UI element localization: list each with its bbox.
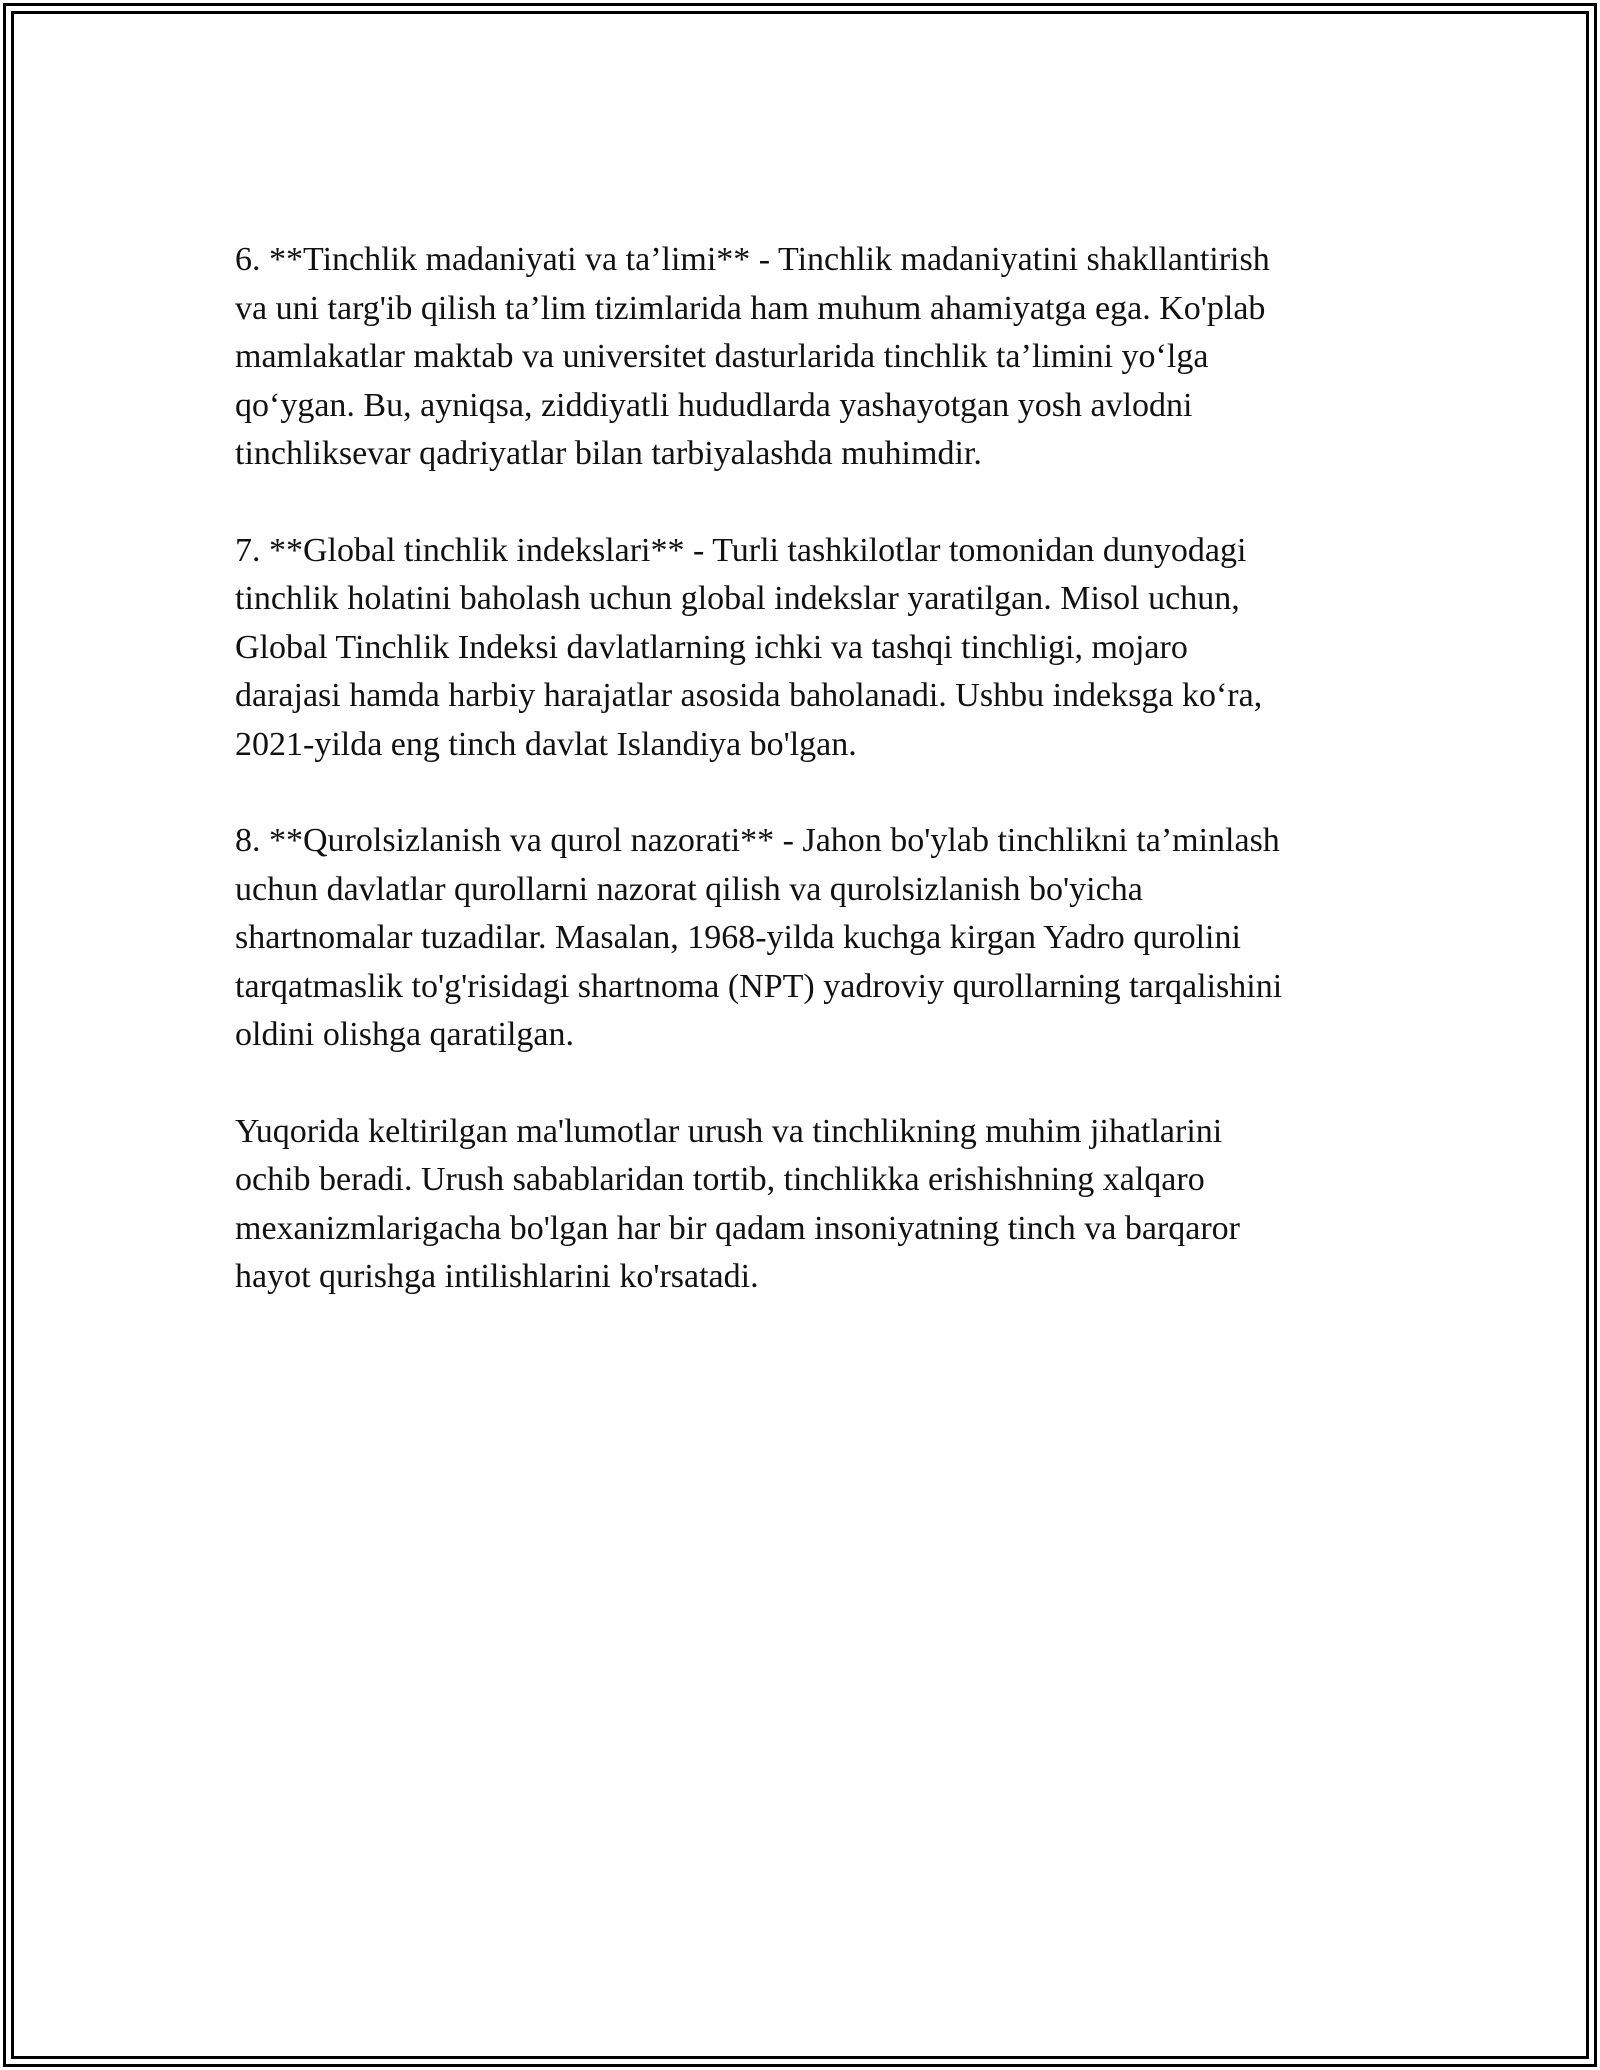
document-body bbox=[235, 236, 1385, 1350]
text-line: tinchliksevar qadriyatlar bilan tarbiyalashda muhimdir. bbox=[235, 435, 982, 472]
paragraph-global-peace-indexes bbox=[235, 527, 1385, 770]
text-line: mexanizmlarigacha bo'lgan har bir qadam insoniyatning tinch va barqaror bbox=[235, 1209, 1240, 1247]
text-line: qo‘ygan. Bu, ayniqsa, ziddiyatli hududlarda yashayotgan yosh avlodni bbox=[235, 386, 1193, 424]
text-line: va uni targ'ib qilish ta’lim tizimlarida ham muhum ahamiyatga ega. Ko'plab bbox=[235, 289, 1266, 327]
text-line: ochib beradi. Urush sabablaridan tortib, tinchlikka erishishning xalqaro bbox=[235, 1161, 1205, 1198]
text-line: shartnomalar tuzadilar. Masalan, 1968-yilda kuchga kirgan Yadro qurolini bbox=[235, 919, 1241, 956]
text-line: 2021-yilda eng tinch davlat Islandiya bo'lgan. bbox=[235, 725, 857, 763]
text-line: tinchlik holatini baholash uchun global indekslar yaratilgan. Misol uchun, bbox=[235, 580, 1240, 617]
text-line: oldini olishga qaratilgan. bbox=[235, 1016, 574, 1053]
paragraph-disarmament-arms-control bbox=[235, 817, 1385, 1060]
text-line: darajasi hamda harbiy harajatlar asosida baholanadi. Ushbu indeksga ko‘ra, bbox=[235, 677, 1263, 714]
text-line: uchun davlatlar qurollarni nazorat qilish va qurolsizlanish bo'yicha bbox=[235, 870, 1143, 908]
text-line: 8. **Qurolsizlanish va qurol nazorati** - Jahon bo'ylab tinchlikni ta’minlash bbox=[235, 822, 1280, 859]
text-line: 7. **Global tinchlik indekslari** - Turli tashkilotlar tomonidan dunyodagi bbox=[235, 531, 1247, 569]
text-line: 6. **Tinchlik madaniyati va ta’limi** - Tinchlik madaniyatini shakllantirish bbox=[235, 241, 1270, 278]
text-line: tarqatmaslik to'g'risidagi shartnoma (NPT) yadroviy qurollarning tarqalishini bbox=[235, 967, 1283, 1005]
text-line: hayot qurishga intilishlarini ko'rsatadi. bbox=[235, 1258, 759, 1295]
paragraph-peace-culture-education bbox=[235, 236, 1385, 479]
paragraph-conclusion bbox=[235, 1108, 1385, 1302]
text-line: mamlakatlar maktab va universitet dasturlarida tinchlik ta’limini yo‘lga bbox=[235, 338, 1209, 375]
text-line: Global Tinchlik Indeksi davlatlarning ichki va tashqi tinchligi, mojaro bbox=[235, 628, 1188, 666]
text-line: Yuqorida keltirilgan ma'lumotlar urush va tinchlikning muhim jihatlarini bbox=[235, 1112, 1223, 1150]
